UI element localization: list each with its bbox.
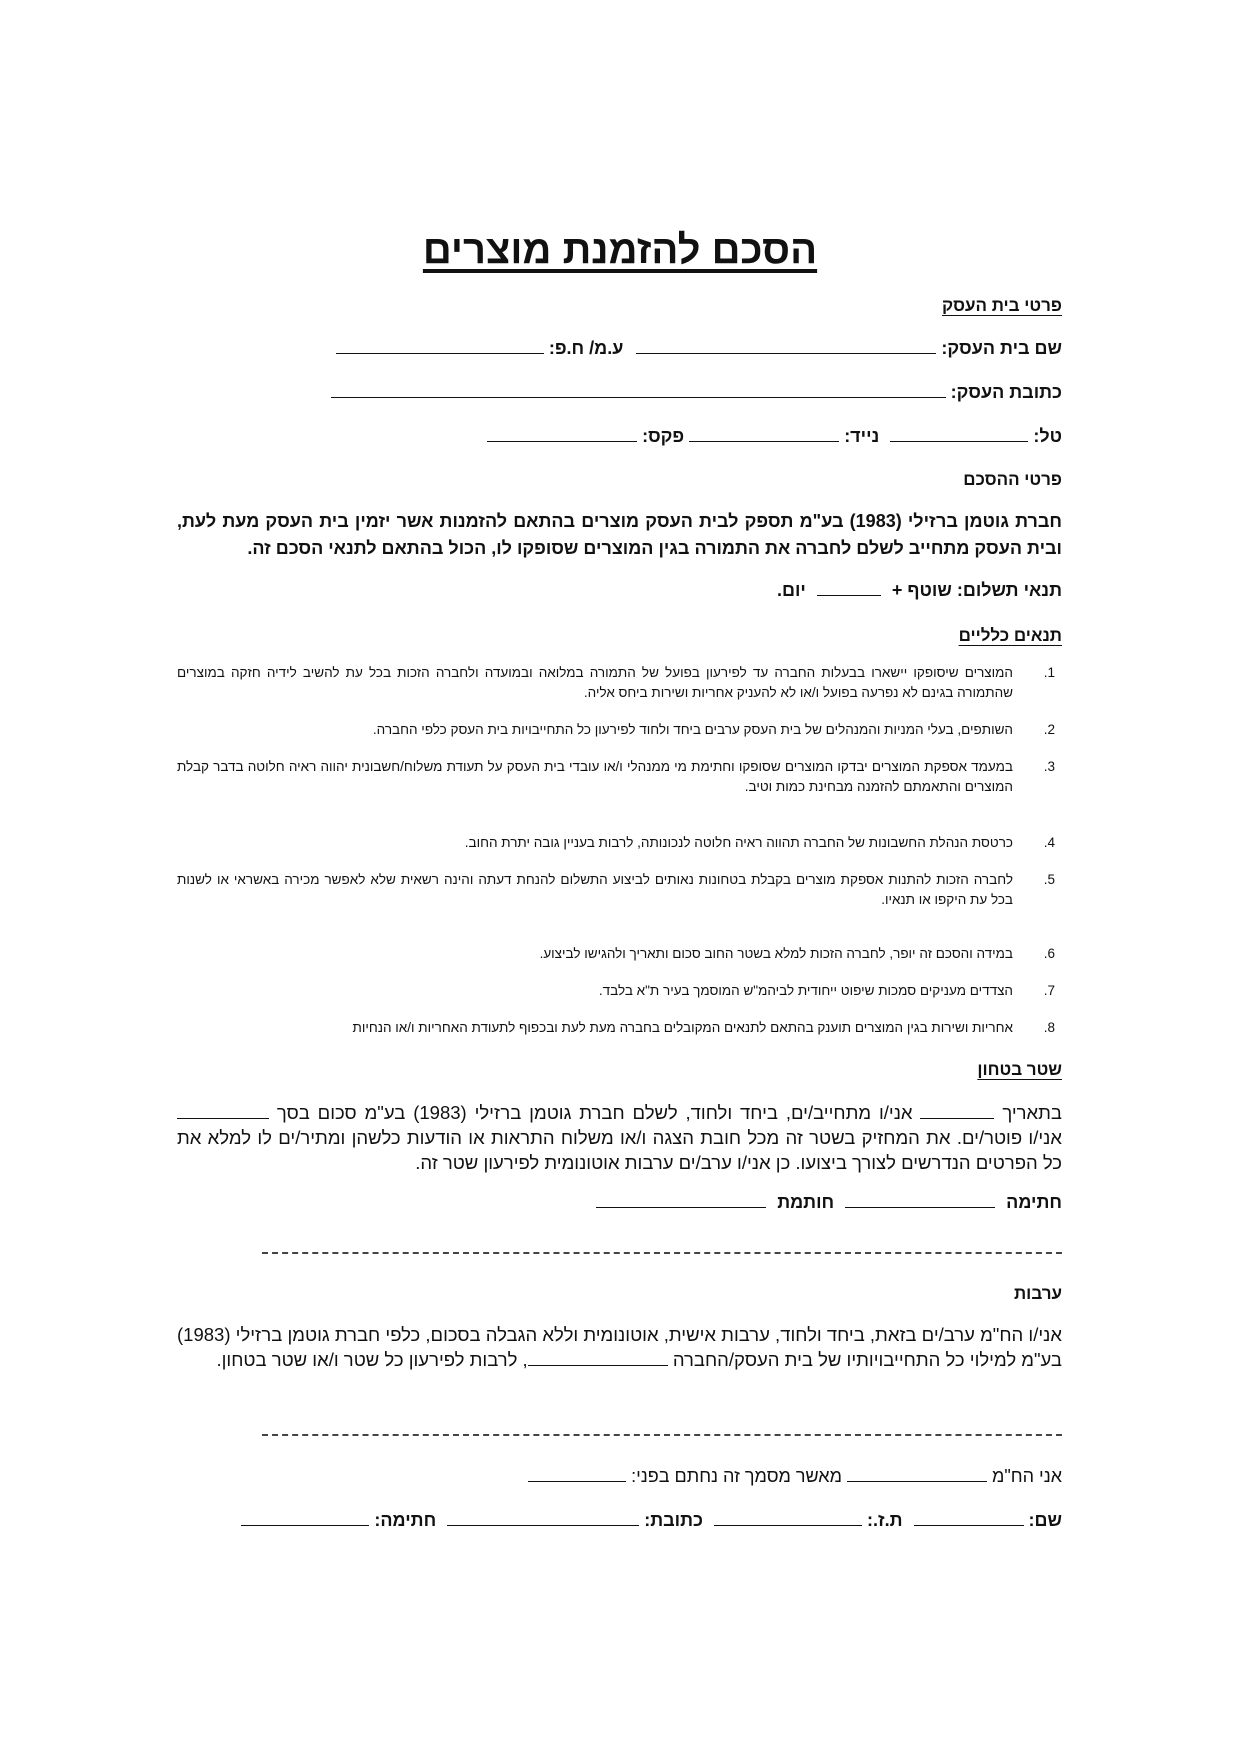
- terms-item-number: 4.: [1043, 835, 1055, 850]
- general-terms-heading: תנאים כלליים: [958, 626, 1062, 645]
- security-note-text: [177, 1100, 1062, 1175]
- business-address-label: כתובת העסק:: [950, 382, 1062, 402]
- divider: [262, 1252, 1062, 1254]
- terms-item-number: 2.: [1043, 722, 1055, 737]
- witness-address-label: כתובת:: [644, 1510, 703, 1530]
- mobile-field[interactable]: [689, 427, 839, 442]
- business-name-row: [336, 338, 1062, 359]
- document-title: הסכם להזמנת מוצרים: [422, 228, 818, 272]
- terms-item-number: 5.: [1043, 872, 1055, 887]
- terms-item-number: 1.: [1043, 665, 1055, 680]
- security-stamp-label: חותמת: [777, 1192, 835, 1212]
- terms-item-text: הצדדים מעניקים סמכות שיפוט ייחודית לביהמ"ש המוסמך בעיר ת"א בלבד.: [598, 983, 1013, 998]
- agreement-paragraph: חברת גוטמן ברזילי (1983) בע"מ תספק לבית העסק מוצרים בהתאם להזמנות אשר יזמין בית העסק מעת לעת, ובית העסק מתחייב לשלם לחברה את התמורה בגין המוצרים שסופקו לו, הכול בהתאם לתנאי הסכם זה.: [177, 511, 1062, 558]
- terms-item-number: 3.: [1043, 759, 1055, 774]
- phone-label: טל:: [1033, 426, 1062, 446]
- witness-signature-label: חתימה:: [374, 1510, 437, 1530]
- guarantee-company-field[interactable]: [528, 1351, 668, 1366]
- business-details-heading: פרטי בית העסק: [941, 296, 1062, 315]
- witness-name-label: שם:: [1028, 1510, 1062, 1530]
- terms-item: [177, 757, 1055, 797]
- guarantee-text-main: אני/ו הח"מ ערב/ים בזאת, ביחד ולחוד, ערבות אישית, אוטונומית וללא הגבלה בסכום, כלפי חברת גוטמן ברזילי (1983) בע"מ למילוי כל התחייבויותיו של בית העסק/החברה: [177, 1324, 1062, 1370]
- guarantee-heading: ערבות: [1013, 1284, 1062, 1303]
- witness-address-field[interactable]: [447, 1511, 639, 1526]
- witness-name-field[interactable]: [914, 1511, 1024, 1526]
- terms-item: [177, 720, 1055, 740]
- mobile-label: נייד:: [844, 426, 880, 446]
- attest-witness-field[interactable]: [528, 1467, 626, 1482]
- agreement-details-heading: פרטי ההסכם: [963, 470, 1062, 489]
- divider: [262, 1434, 1062, 1436]
- guarantee-text: [177, 1322, 1062, 1372]
- business-name-label: שם בית העסק:: [941, 338, 1062, 358]
- fax-field[interactable]: [487, 427, 637, 442]
- terms-item-text: לחברה הזכות להתנות אספקת מוצרים בקבלת בטחונות נאותים לביצוע התשלום להנחת דעתה והינה רשאית שלא לאפשר מכירה באשראי או לשנות בכל עת היקפו או תנאיו.: [177, 872, 1013, 907]
- terms-item-text: אחריות ושירות בגין המוצרים תוענק בהתאם לתנאים המקובלים בחברה מעת לעת ובכפוף לתעודת האחריות ו/או הנחיות: [352, 1020, 1013, 1035]
- guarantee-text-end: , לרבות לפירעון כל שטר ו/או שטר בטחון.: [216, 1349, 528, 1370]
- terms-item: [177, 944, 1055, 964]
- business-address-row: [331, 382, 1062, 403]
- terms-item-number: 8.: [1043, 1020, 1055, 1035]
- attest-undersigned-label: אני הח"מ: [992, 1466, 1062, 1486]
- security-text-date-label: בתאריך: [1002, 1102, 1062, 1123]
- security-stamp-field[interactable]: [596, 1193, 766, 1208]
- terms-item: [177, 833, 1055, 853]
- witness-details-row: [241, 1510, 1062, 1531]
- attest-confirm-label: מאשר מסמך זה נחתם בפני:: [631, 1466, 842, 1486]
- payment-unit-label: יום.: [777, 580, 806, 600]
- payment-days-field[interactable]: [817, 581, 881, 596]
- security-text-waiver: אני/ו פוטר/ים. את המחזיק בשטר זה מכל חובת הצגה ו/או משלוח התראות או הודעות כלשהן ומתיר/ים לו למלא את כל הפרטים הנדרשים לצורך ביצועו. כן אני/ו ערב/ים ערבות אוטונומית לפירעון שטר זה.: [177, 1127, 1062, 1173]
- terms-item-number: 7.: [1043, 983, 1055, 998]
- business-id-label: ע.מ/ ח.פ:: [548, 338, 624, 358]
- terms-item-text: כרטסת הנהלת החשבונות של החברה תהווה ראיה חלוטה לנכונותה, לרבות בעניין גובה יתרת החוב.: [464, 835, 1013, 850]
- security-signature-row: [590, 1192, 1062, 1213]
- terms-item-text: השותפים, בעלי המניות והמנהלים של בית העסק ערבים ביחד ולחוד לפירעון כל התחייבויות בית העסק כלפי החברה.: [372, 722, 1013, 737]
- attestation-row: [528, 1466, 1062, 1487]
- business-name-field[interactable]: [636, 339, 936, 354]
- terms-item: [177, 1018, 1055, 1038]
- payment-terms-label: תנאי תשלום: שוטף +: [891, 580, 1062, 600]
- terms-item: [177, 663, 1055, 703]
- payment-terms-row: [777, 580, 1062, 601]
- witness-id-label: ת.ז.:: [867, 1510, 903, 1530]
- fax-label: פקס:: [642, 426, 685, 446]
- terms-item-number: 6.: [1043, 946, 1055, 961]
- security-text-commit: אני/ו מתחייב/ים, ביחד ולחוד, לשלם חברת גוטמן ברזילי (1983) בע"מ סכום בסך: [276, 1102, 913, 1123]
- security-signature-field[interactable]: [845, 1193, 995, 1208]
- witness-signature-field[interactable]: [241, 1511, 369, 1526]
- terms-item-text: במעמד אספקת המוצרים יבדקו המוצרים שסופקו וחתימת מי ממנהלי ו/או עובדי בית העסק על תעודת משלוח/חשבונית יהווה ראיה חלוטה בדבר קבלת המוצרים והתאמתם להזמנה מבחינת כמות וטיב.: [177, 759, 1013, 794]
- terms-item-text: המוצרים שיסופקו יישארו בבעלות החברה עד לפירעון בפועל של התמורה במלואה ובמועדה ולחברה הזכות בכל עת להשיב לידיה חזקה במוצרים שהתמורה בגינם לא נפרעה בפועל ו/או לא להעניק אחריות ושירות ביחס אליה.: [177, 665, 1013, 700]
- business-address-field[interactable]: [331, 383, 946, 398]
- terms-item: [177, 981, 1055, 1001]
- terms-item: [177, 870, 1055, 910]
- security-date-field[interactable]: [920, 1104, 994, 1119]
- attest-name-field[interactable]: [847, 1467, 987, 1482]
- security-amount-field[interactable]: [177, 1104, 269, 1119]
- security-note-heading: שטר בטחון: [977, 1060, 1062, 1079]
- terms-item-text: במידה והסכם זה יופר, לחברה הזכות למלא בשטר החוב סכום ותאריך ולהגישו לביצוע.: [539, 946, 1013, 961]
- phone-field[interactable]: [890, 427, 1028, 442]
- business-phone-row: [487, 426, 1062, 447]
- witness-id-field[interactable]: [714, 1511, 862, 1526]
- business-id-field[interactable]: [336, 339, 544, 354]
- security-signature-label: חתימה: [1006, 1192, 1062, 1212]
